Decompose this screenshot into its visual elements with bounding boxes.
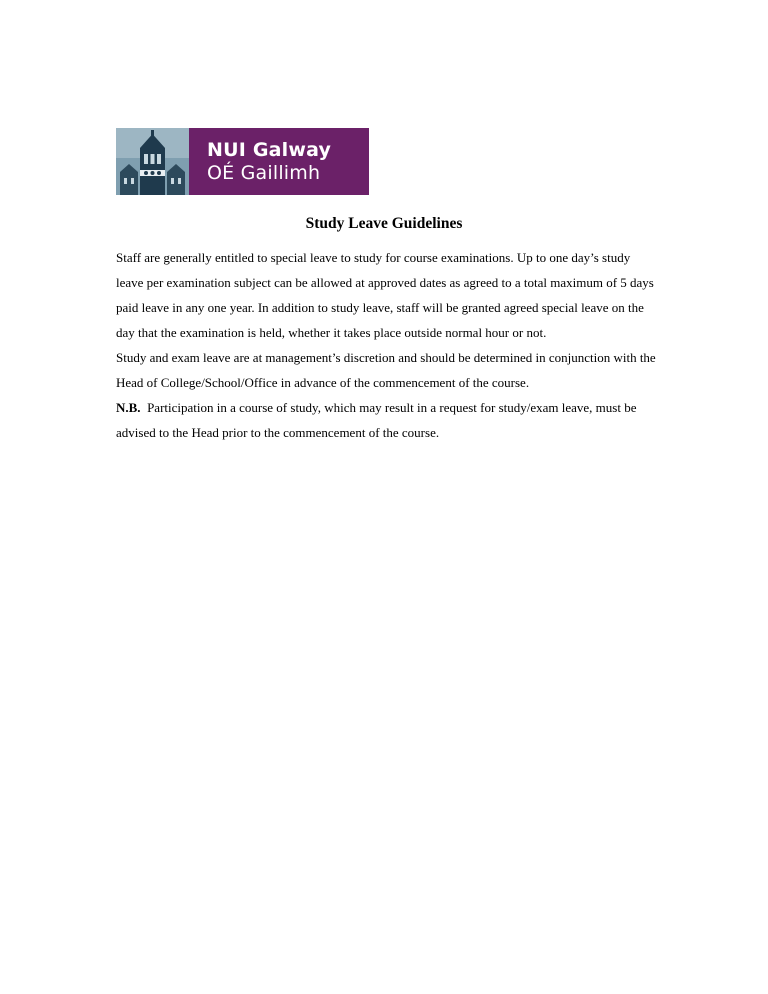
- nota-bene-label: N.B.: [116, 400, 141, 415]
- paragraph-entitlement: Staff are generally entitled to special leave to study for course examinations. Up to one day’s study leave per examination subject can be allowed at approved dates as agreed to a total maximum of 5 days paid leave in any one year. In addition to study leave, staff will be granted agreed special leave on the day that the examination is held, whether it takes place outside normal hour or not.: [116, 250, 654, 340]
- quadrangle-tower-icon: [116, 128, 189, 195]
- document-body: [116, 245, 656, 445]
- document-title: Study Leave Guidelines: [305, 215, 463, 232]
- university-logo: [116, 128, 369, 195]
- logo-english-name: NUI Galway: [207, 138, 332, 161]
- nota-bene-text: Participation in a course of study, which may result in a request for study/exam leave, must be advised to the Head prior to the commencement of the course.: [116, 400, 640, 440]
- paragraph-nota-bene: [116, 395, 656, 445]
- paragraph-discretion: Study and exam leave are at management’s discretion and should be determined in conjunction with the Head of College/School/Office in advance of the commencement of the course.: [116, 350, 656, 390]
- logo-irish-name: OÉ Gaillimh: [207, 161, 321, 184]
- logo-wordmark: [189, 128, 369, 195]
